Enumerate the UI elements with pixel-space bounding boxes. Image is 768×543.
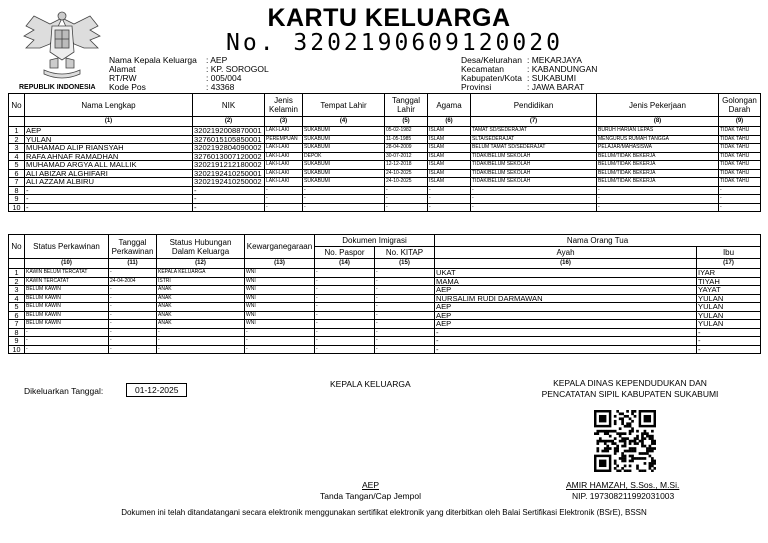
col-number: (16)	[435, 259, 697, 269]
cell-ibu: IYAR	[697, 269, 761, 278]
cell-tgl: 30-07-2012	[385, 152, 428, 161]
cell-kew: WNI	[245, 320, 315, 329]
cell-agama: ISLAM	[428, 169, 471, 178]
table-row	[9, 337, 761, 346]
cell-tgl: -	[109, 311, 157, 320]
cell-status: BELUM KAWIN	[25, 311, 109, 320]
value-rt-rw: : 005/004	[206, 73, 242, 83]
kk-number: No. 3202190609120020	[226, 30, 563, 56]
cell-no: 10	[9, 203, 25, 212]
cell-tgl: -	[109, 303, 157, 312]
cell-darah: TIDAK TAHU	[719, 144, 761, 153]
cell-ibu: -	[697, 337, 761, 346]
cell-darah: TIDAK TAHU	[719, 135, 761, 144]
cell-tempat: SUKABUMI	[303, 161, 385, 170]
cell-pendidikan: -	[471, 186, 597, 195]
cell-hub: ANAK	[157, 303, 245, 312]
value-alamat: : KP. SOROGOL	[206, 64, 269, 74]
col-header-ayah: Ayah	[435, 247, 697, 259]
kepala-keluarga-title: KEPALA KELUARGA	[330, 379, 411, 389]
cell-paspor: -	[315, 294, 375, 303]
cell-kitap: -	[375, 345, 435, 354]
cell-tgl: 24-10-2025	[385, 169, 428, 178]
col-number: (1)	[25, 117, 193, 127]
cell-pekerjaan: MENGURUS RUMAH TANGGA	[597, 135, 719, 144]
electronic-signature-note: Dokumen ini telah ditandatangani secara elektronik menggunakan sertifikat elektronik yang diterbitkan oleh Balai Sertifikasi Elektronik (BSrE), BSSN	[121, 508, 647, 517]
label-desa: Desa/Kelurahan	[461, 55, 522, 65]
col-number: (13)	[245, 259, 315, 269]
issued-label: Dikeluarkan Tanggal:	[24, 386, 104, 396]
cell-jk: -	[265, 186, 303, 195]
col-header-tanggal-lahir: Tanggal Lahir	[385, 94, 428, 117]
cell-ayah: UKAT	[435, 269, 697, 278]
cell-no: 7	[9, 320, 25, 329]
cell-pendidikan: TAMAT SD/SEDERAJAT	[471, 127, 597, 136]
cell-hub: ANAK	[157, 294, 245, 303]
table-row	[9, 169, 761, 178]
cell-kew: WNI	[245, 286, 315, 295]
cell-kitap: -	[375, 269, 435, 278]
cell-jk: LAKI-LAKI	[265, 144, 303, 153]
cell-nik: 3202192008870001	[193, 127, 265, 136]
cell-nama: MUHAMAD ALIP RIANSYAH	[25, 144, 193, 153]
cell-no: 5	[9, 303, 25, 312]
col-number-blank	[9, 117, 25, 127]
col-number: (7)	[471, 117, 597, 127]
cell-hub: -	[157, 337, 245, 346]
cell-tgl: -	[109, 345, 157, 354]
cell-hub: ANAK	[157, 311, 245, 320]
dinas-title-line2: PENCATATAN SIPIL KABUPATEN SUKABUMI	[541, 389, 719, 399]
dinas-official-name: AMIR HAMZAH, S.Sos., M.Si.	[566, 480, 680, 490]
cell-nama: -	[25, 195, 193, 204]
col-number: (12)	[157, 259, 245, 269]
cell-no: 1	[9, 127, 25, 136]
table-row	[9, 311, 761, 320]
cell-jk: PEREMPUAN	[265, 135, 303, 144]
cell-kew: -	[245, 345, 315, 354]
cell-tempat: -	[303, 195, 385, 204]
cell-pekerjaan: BELUM/TIDAK BEKERJA	[597, 161, 719, 170]
cell-jk: -	[265, 195, 303, 204]
col-number: (10)	[25, 259, 109, 269]
cell-darah: -	[719, 195, 761, 204]
cell-ibu: -	[697, 345, 761, 354]
cell-tempat: SUKABUMI	[303, 127, 385, 136]
cell-kitap: -	[375, 277, 435, 286]
cell-pekerjaan: -	[597, 203, 719, 212]
cell-ayah: AEP	[435, 311, 697, 320]
qr-code-icon	[594, 410, 656, 472]
cell-jk: LAKI-LAKI	[265, 169, 303, 178]
label-alamat: Alamat	[109, 64, 136, 74]
document-title: KARTU KELUARGA	[267, 4, 511, 32]
cell-hub: ANAK	[157, 320, 245, 329]
cell-darah: -	[719, 203, 761, 212]
col-number: (4)	[303, 117, 385, 127]
cell-tempat: SUKABUMI	[303, 169, 385, 178]
col-header-agama: Agama	[428, 94, 471, 117]
cell-ibu: YULAN	[697, 294, 761, 303]
cell-kitap: -	[375, 303, 435, 312]
label-provinsi: Provinsi	[461, 82, 492, 92]
cell-agama: ISLAM	[428, 135, 471, 144]
cell-ayah: MAMA	[435, 277, 697, 286]
col-number: (8)	[597, 117, 719, 127]
dinas-official-nip: NIP. 197308211992031003	[572, 491, 675, 501]
col-header-nama: Nama Lengkap	[25, 94, 193, 117]
cell-nama: AEP	[25, 127, 193, 136]
col-header-status-perkawinan: Status Perkawinan	[25, 235, 109, 259]
cell-nik: 3276013007120002	[193, 152, 265, 161]
cell-nik: -	[193, 203, 265, 212]
kepala-keluarga-name: AEP	[362, 480, 380, 490]
cell-jk: LAKI-LAKI	[265, 152, 303, 161]
cell-no: 1	[9, 269, 25, 278]
table-row	[9, 127, 761, 136]
cell-tgl: -	[109, 269, 157, 278]
cell-darah: TIDAK TAHU	[719, 161, 761, 170]
value-kode-pos: : 43368	[206, 82, 235, 92]
cell-tgl: -	[109, 320, 157, 329]
cell-agama: -	[428, 195, 471, 204]
cell-jk: LAKI-LAKI	[265, 161, 303, 170]
cell-tgl: 05-02-1982	[385, 127, 428, 136]
cell-no: 3	[9, 286, 25, 295]
col-header-jenis-kelamin: Jenis Kelamin	[265, 94, 303, 117]
cell-nik: 3202192410250001	[193, 169, 265, 178]
cell-status: KAWIN BELUM TERCATAT	[25, 269, 109, 278]
col-header-tanggal-perkawinan: Tanggal Perkawinan	[109, 235, 157, 259]
cell-pendidikan: -	[471, 195, 597, 204]
table-row	[9, 294, 761, 303]
cell-nik: 3202192804090002	[193, 144, 265, 153]
table-row	[9, 186, 761, 195]
cell-jk: LAKI-LAKI	[265, 127, 303, 136]
cell-no: 8	[9, 328, 25, 337]
col-header-tempat-lahir: Tempat Lahir	[303, 94, 385, 117]
label-kecamatan: Kecamatan	[461, 64, 504, 74]
cell-paspor: -	[315, 286, 375, 295]
cell-nama: ALI AZZAM ALBIRU	[25, 178, 193, 187]
col-number: (9)	[719, 117, 761, 127]
col-number: (5)	[385, 117, 428, 127]
cell-tgl: -	[109, 294, 157, 303]
cell-pekerjaan: -	[597, 186, 719, 195]
cell-paspor: -	[315, 345, 375, 354]
cell-nik: 3202191212180002	[193, 161, 265, 170]
cell-pekerjaan: PELAJAR/MAHASISWA	[597, 144, 719, 153]
cell-no: 6	[9, 169, 25, 178]
cell-status: KAWIN TERCATAT	[25, 277, 109, 286]
cell-nik: -	[193, 195, 265, 204]
table-row	[9, 161, 761, 170]
table-row	[9, 269, 761, 278]
cell-no: 6	[9, 311, 25, 320]
cell-ayah: -	[435, 337, 697, 346]
cell-kitap: -	[375, 320, 435, 329]
cell-kew: WNI	[245, 269, 315, 278]
cell-no: 4	[9, 152, 25, 161]
cell-tgl: -	[385, 186, 428, 195]
cell-status: -	[25, 345, 109, 354]
republik-indonesia-caption: REPUBLIK INDONESIA	[19, 84, 96, 91]
cell-ayah: AEP	[435, 320, 697, 329]
cell-ayah: NURSALIM RUDI DARMAWAN	[435, 294, 697, 303]
cell-jk: LAKI-LAKI	[265, 178, 303, 187]
cell-paspor: -	[315, 337, 375, 346]
cell-ibu: YULAN	[697, 311, 761, 320]
value-kepala-keluarga: : AEP	[206, 55, 228, 65]
cell-paspor: -	[315, 269, 375, 278]
cell-pendidikan: BELUM TAMAT SD/SEDERAJAT	[471, 144, 597, 153]
cell-agama: ISLAM	[428, 144, 471, 153]
cell-no: 9	[9, 337, 25, 346]
cell-no: 9	[9, 195, 25, 204]
cell-tgl: 28-04-2009	[385, 144, 428, 153]
cell-kew: WNI	[245, 311, 315, 320]
cell-no: 4	[9, 294, 25, 303]
cell-kitap: -	[375, 286, 435, 295]
label-kabupaten: Kabupaten/Kota	[461, 73, 522, 83]
cell-tgl: -	[385, 195, 428, 204]
cell-agama: ISLAM	[428, 127, 471, 136]
cell-jk: -	[265, 203, 303, 212]
cell-paspor: -	[315, 303, 375, 312]
cell-tgl: -	[385, 203, 428, 212]
header-right-info	[461, 56, 597, 92]
cell-kitap: -	[375, 294, 435, 303]
cell-kitap: -	[375, 311, 435, 320]
cell-nama: RAFA AHNAF RAMADHAN	[25, 152, 193, 161]
cell-paspor: -	[315, 328, 375, 337]
cell-status: BELUM KAWIN	[25, 286, 109, 295]
col-header-pendidikan: Pendidikan	[471, 94, 597, 117]
cell-pendidikan: -	[471, 203, 597, 212]
cell-darah: TIDAK TAHU	[719, 169, 761, 178]
cell-no: 7	[9, 178, 25, 187]
cell-tempat: SUKABUMI	[303, 135, 385, 144]
cell-pendidikan: SLTA/SEDERAJAT	[471, 135, 597, 144]
value-desa: : MEKARJAYA	[527, 55, 582, 65]
table-row	[9, 286, 761, 295]
cell-tempat: SUKABUMI	[303, 144, 385, 153]
cell-hub: ANAK	[157, 286, 245, 295]
cell-tgl: 12-12-2018	[385, 161, 428, 170]
cell-agama: ISLAM	[428, 152, 471, 161]
col-number: (6)	[428, 117, 471, 127]
cell-status: BELUM KAWIN	[25, 294, 109, 303]
cell-status: BELUM KAWIN	[25, 303, 109, 312]
cell-tempat: -	[303, 186, 385, 195]
cell-kew: -	[245, 337, 315, 346]
table-row	[9, 320, 761, 329]
cell-no: 2	[9, 277, 25, 286]
col-number: (3)	[265, 117, 303, 127]
table-row	[9, 277, 761, 286]
cell-tempat: -	[303, 203, 385, 212]
cell-darah: TIDAK TAHU	[719, 178, 761, 187]
cell-kew: -	[245, 328, 315, 337]
signature-caption: Tanda Tangan/Cap Jempol	[320, 491, 421, 501]
cell-nama: YULAN	[25, 135, 193, 144]
cell-no: 8	[9, 186, 25, 195]
cell-tgl: -	[109, 286, 157, 295]
cell-tempat: SUKABUMI	[303, 178, 385, 187]
table-row	[9, 345, 761, 354]
cell-pekerjaan: BELUM/TIDAK BEKERJA	[597, 169, 719, 178]
cell-pendidikan: TIDAK/BELUM SEKOLAH	[471, 152, 597, 161]
cell-pendidikan: TIDAK/BELUM SEKOLAH	[471, 161, 597, 170]
cell-tgl: 24-10-2025	[385, 178, 428, 187]
cell-tgl: -	[109, 328, 157, 337]
cell-no: 3	[9, 144, 25, 153]
cell-kew: WNI	[245, 294, 315, 303]
cell-pekerjaan: BURUH HARIAN LEPAS	[597, 127, 719, 136]
value-provinsi: : JAWA BARAT	[527, 82, 585, 92]
cell-nik: 3276015105850001	[193, 135, 265, 144]
cell-agama: -	[428, 203, 471, 212]
cell-tempat: DEPOK	[303, 152, 385, 161]
table-row	[9, 303, 761, 312]
col-header-ibu: Ibu	[697, 247, 761, 259]
col-number: (2)	[193, 117, 265, 127]
cell-nik: -	[193, 186, 265, 195]
cell-hub: KEPALA KELUARGA	[157, 269, 245, 278]
table-row	[9, 195, 761, 204]
cell-ayah: AEP	[435, 286, 697, 295]
col-number: (15)	[375, 259, 435, 269]
cell-kew: WNI	[245, 303, 315, 312]
col-header-no: No	[9, 94, 25, 117]
cell-nama: -	[25, 186, 193, 195]
col-number: (11)	[109, 259, 157, 269]
cell-ibu: YAYAT	[697, 286, 761, 295]
cell-ibu: YULAN	[697, 303, 761, 312]
cell-nama: MUHAMAD ARGYA ALL MALLIK	[25, 161, 193, 170]
table-row	[9, 328, 761, 337]
cell-ayah: -	[435, 328, 697, 337]
label-kepala-keluarga: Nama Kepala Keluarga	[109, 55, 197, 65]
col-header-no: No	[9, 235, 25, 259]
cell-darah: TIDAK TAHU	[719, 127, 761, 136]
table-row	[9, 135, 761, 144]
col-header-paspor: No. Paspor	[315, 247, 375, 259]
table-row	[9, 203, 761, 212]
cell-hub: -	[157, 345, 245, 354]
cell-darah: -	[719, 186, 761, 195]
cell-status: -	[25, 337, 109, 346]
status-table	[8, 234, 761, 354]
cell-nama: -	[25, 203, 193, 212]
cell-nama: ALI ABIZAR ALGHIFARI	[25, 169, 193, 178]
cell-tgl: 11-05-1985	[385, 135, 428, 144]
value-kabupaten: : SUKABUMI	[527, 73, 577, 83]
col-header-nama-orang-tua: Nama Orang Tua	[435, 235, 761, 247]
cell-tgl: 24-04-2004	[109, 277, 157, 286]
cell-kitap: -	[375, 337, 435, 346]
cell-paspor: -	[315, 311, 375, 320]
col-header-dokumen-imigrasi: Dokumen Imigrasi	[315, 235, 435, 247]
cell-no: 10	[9, 345, 25, 354]
cell-ibu: -	[697, 328, 761, 337]
cell-agama: ISLAM	[428, 161, 471, 170]
col-number: (14)	[315, 259, 375, 269]
cell-ibu: TIYAH	[697, 277, 761, 286]
cell-pendidikan: TIDAK/BELUM SEKOLAH	[471, 178, 597, 187]
col-number: (17)	[697, 259, 761, 269]
header-left-info	[109, 56, 269, 92]
cell-no: 5	[9, 161, 25, 170]
col-header-status-hubungan: Status Hubungan Dalam Keluarga	[157, 235, 245, 259]
members-table	[8, 93, 761, 212]
dinas-title-line1: KEPALA DINAS KEPENDUDUKAN DAN	[553, 378, 707, 388]
cell-ibu: YULAN	[697, 320, 761, 329]
cell-hub: -	[157, 328, 245, 337]
cell-pendidikan: TIDAK/BELUM SEKOLAH	[471, 169, 597, 178]
col-header-nik: NIK	[193, 94, 265, 117]
cell-kew: WNI	[245, 277, 315, 286]
cell-pekerjaan: BELUM/TIDAK BEKERJA	[597, 152, 719, 161]
cell-agama: -	[428, 186, 471, 195]
cell-nik: 3202192410250002	[193, 178, 265, 187]
cell-pekerjaan: BELUM/TIDAK BEKERJA	[597, 178, 719, 187]
cell-kitap: -	[375, 328, 435, 337]
label-rt-rw: RT/RW	[109, 73, 137, 83]
col-number-blank	[9, 259, 25, 269]
col-header-golongan-darah: Golongan Darah	[719, 94, 761, 117]
cell-status: BELUM KAWIN	[25, 320, 109, 329]
label-kode-pos: Kode Pos	[109, 82, 146, 92]
cell-hub: ISTRI	[157, 277, 245, 286]
table-row	[9, 144, 761, 153]
cell-pekerjaan: -	[597, 195, 719, 204]
col-header-pekerjaan: Jenis Pekerjaan	[597, 94, 719, 117]
cell-darah: TIDAK TAHU	[719, 152, 761, 161]
value-kecamatan: : KABANDUNGAN	[527, 64, 598, 74]
cell-status: -	[25, 328, 109, 337]
cell-agama: ISLAM	[428, 178, 471, 187]
issued-date: 01-12-2025	[126, 383, 187, 397]
table-row	[9, 152, 761, 161]
cell-ayah: AEP	[435, 303, 697, 312]
cell-paspor: -	[315, 320, 375, 329]
table-row	[9, 178, 761, 187]
cell-ayah: -	[435, 345, 697, 354]
col-header-kitap: No. KITAP	[375, 247, 435, 259]
cell-no: 2	[9, 135, 25, 144]
cell-paspor: -	[315, 277, 375, 286]
cell-tgl: -	[109, 337, 157, 346]
col-header-kewarganegaraan: Kewarganegaraan	[245, 235, 315, 259]
